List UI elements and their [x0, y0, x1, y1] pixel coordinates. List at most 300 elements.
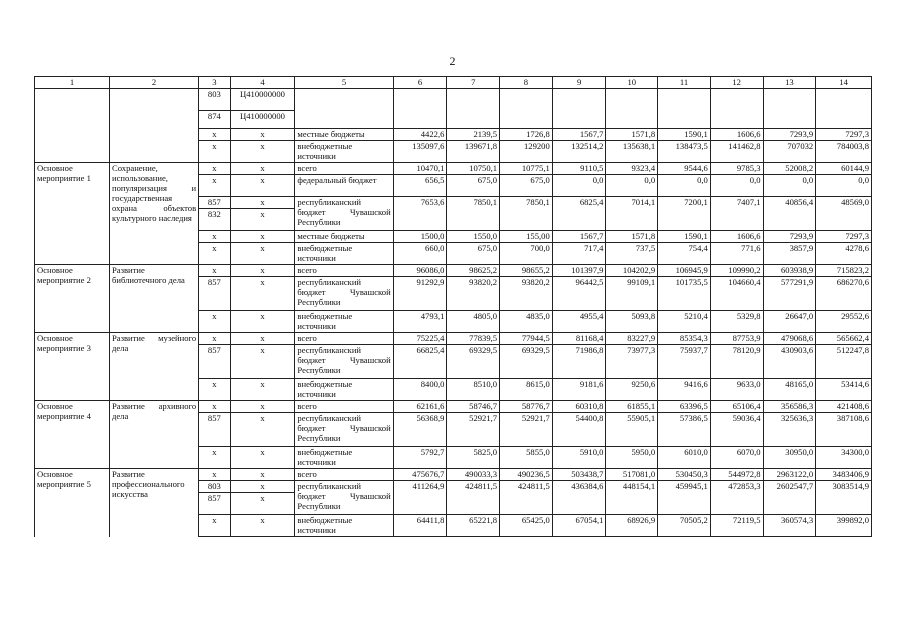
event-name: Основное мероприятие 2 — [35, 265, 110, 333]
funding-source: внебюджетные источники — [295, 141, 393, 163]
funding-source: внебюджетные источники — [295, 311, 393, 333]
amount-col-11: 63396,5 — [658, 401, 711, 413]
amount-col-12: 9633,0 — [710, 379, 763, 401]
amount-col-6: 64411,8 — [393, 515, 447, 537]
amount-col-12: 5329,8 — [710, 311, 763, 333]
amount-col-10: 99109,1 — [606, 277, 658, 311]
amount-col-13: 2602547,7 — [763, 481, 816, 515]
funding-source: всего — [295, 163, 393, 175]
amount-col-13: 40856,4 — [763, 197, 816, 231]
event-description: Развитие музейного дела — [109, 333, 198, 401]
amount-col-9: 717,4 — [552, 243, 606, 265]
grbs-code — [199, 311, 230, 333]
amount-col-8: 10775,1 — [500, 163, 553, 175]
amount-col-7: 1550,0 — [447, 231, 500, 243]
code-value: 857 — [207, 277, 221, 287]
code-value: х — [260, 469, 265, 479]
amount-col-14: 3483406,9 — [816, 469, 872, 481]
amount-col-14: 48569,0 — [816, 197, 872, 231]
budget-classification-code — [230, 277, 295, 311]
grbs-code — [199, 197, 230, 231]
amount-col-12: 104660,4 — [710, 277, 763, 311]
amount-col-9: 67054,1 — [552, 515, 606, 537]
amount-col-8: 490236,5 — [500, 469, 553, 481]
amount-col-9: 1567,7 — [552, 129, 606, 141]
amount-col-9: 0,0 — [552, 175, 606, 197]
table-row — [35, 469, 872, 481]
code-value: х — [212, 311, 217, 321]
budget-classification-code — [230, 401, 295, 413]
amount-col-10: 83227,9 — [606, 333, 658, 345]
column-number-10: 10 — [606, 77, 658, 89]
budget-classification-code — [230, 89, 295, 129]
table-row — [35, 89, 872, 129]
amount-col-11: 9544,6 — [658, 163, 711, 175]
amount-col-8: 155,00 — [500, 231, 553, 243]
budget-classification-code — [230, 163, 295, 175]
funding-source: местные бюджеты — [295, 129, 393, 141]
amount-col-12: 6070,0 — [710, 447, 763, 469]
amount-col-12: 9785,3 — [710, 163, 763, 175]
budget-classification-code — [230, 175, 295, 197]
code-value: х — [212, 163, 217, 173]
amount-col-11: 754,4 — [658, 243, 711, 265]
code-value: Ц410000000 — [240, 89, 285, 99]
amount-col-12: 7407,1 — [710, 197, 763, 231]
amount-col-13: 325636,3 — [763, 413, 816, 447]
code-value: х — [260, 311, 265, 321]
grbs-code — [199, 163, 230, 175]
funding-source: внебюджетные источники — [295, 447, 393, 469]
amount-col-8: 93820,2 — [500, 277, 553, 311]
amount-col-9: 60310,8 — [552, 401, 606, 413]
grbs-code — [199, 379, 230, 401]
code-value: х — [212, 447, 217, 457]
amount-col-7: 424811,5 — [447, 481, 500, 515]
amount-col-8: 4835,0 — [500, 311, 553, 333]
column-number-2: 2 — [109, 77, 198, 89]
grbs-code — [199, 333, 230, 345]
amount-col-11: 106945,9 — [658, 265, 711, 277]
amount-col-12: 65106,4 — [710, 401, 763, 413]
budget-classification-code — [230, 345, 295, 379]
amount-col-9: 503438,7 — [552, 469, 606, 481]
amount-col-6: 5792,7 — [393, 447, 447, 469]
amount-col-14: 60144,9 — [816, 163, 872, 175]
code-value: х — [260, 277, 265, 287]
code-value: х — [260, 175, 265, 185]
code-value: х — [260, 163, 265, 173]
code-value-secondary: 874 — [199, 110, 229, 121]
amount-col-8: 8615,0 — [500, 379, 553, 401]
amount-col-6: 660,0 — [393, 243, 447, 265]
funding-source: республиканский бюджет Чувашской Республики — [295, 345, 393, 379]
column-number-11: 11 — [658, 77, 711, 89]
amount-col-11: 75937,7 — [658, 345, 711, 379]
amount-col-8: 58776,7 — [500, 401, 553, 413]
amount-col-10: 61855,1 — [606, 401, 658, 413]
amount-col-13: 356586,3 — [763, 401, 816, 413]
column-number-1: 1 — [35, 77, 110, 89]
amount-col-13: 0,0 — [763, 175, 816, 197]
amount-col-6: 1500,0 — [393, 231, 447, 243]
funding-source — [295, 89, 393, 129]
amount-col-7 — [447, 89, 500, 129]
amount-col-13: 430903,6 — [763, 345, 816, 379]
funding-source: федеральный бюджет — [295, 175, 393, 197]
code-value: х — [212, 129, 217, 139]
column-number-8: 8 — [500, 77, 553, 89]
amount-col-13: 30950,0 — [763, 447, 816, 469]
budget-classification-code — [230, 129, 295, 141]
amount-col-10: 9323,4 — [606, 163, 658, 175]
column-number-6: 6 — [393, 77, 447, 89]
code-value: 857 — [207, 413, 221, 423]
amount-col-13: 707032 — [763, 141, 816, 163]
budget-classification-code — [230, 197, 295, 231]
code-value: х — [212, 469, 217, 479]
grbs-code — [199, 231, 230, 243]
funding-source: внебюджетные источники — [295, 515, 393, 537]
code-value: х — [260, 481, 265, 491]
amount-col-10: 448154,1 — [606, 481, 658, 515]
event-name: Основное мероприятие 3 — [35, 333, 110, 401]
code-value: х — [260, 333, 265, 343]
amount-col-9: 9181,6 — [552, 379, 606, 401]
code-value-secondary: Ц410000000 — [231, 110, 295, 121]
amount-col-11: 0,0 — [658, 175, 711, 197]
amount-col-13: 26647,0 — [763, 311, 816, 333]
amount-col-8: 7850,1 — [500, 197, 553, 231]
amount-col-9: 81168,4 — [552, 333, 606, 345]
grbs-code — [199, 141, 230, 163]
amount-col-12: 72119,5 — [710, 515, 763, 537]
column-number-14: 14 — [816, 77, 872, 89]
code-value: х — [260, 129, 265, 139]
amount-col-9: 96442,5 — [552, 277, 606, 311]
grbs-code — [199, 89, 230, 129]
funding-source: всего — [295, 265, 393, 277]
amount-col-9: 436384,6 — [552, 481, 606, 515]
amount-col-12: 1606,6 — [710, 129, 763, 141]
amount-col-9: 6825,4 — [552, 197, 606, 231]
funding-source: республиканский бюджет Чувашской Республики — [295, 481, 393, 515]
event-description: Развитие архивного дела — [109, 401, 198, 469]
event-description: Сохранение, использование, популяризация и государственная охрана объектов культурного наследия — [109, 163, 198, 265]
column-number-13: 13 — [763, 77, 816, 89]
grbs-code — [199, 469, 230, 481]
grbs-code — [199, 277, 230, 311]
budget-classification-code — [230, 447, 295, 469]
amount-col-13: 2963122,0 — [763, 469, 816, 481]
amount-col-7: 69329,5 — [447, 345, 500, 379]
amount-col-8: 5855,0 — [500, 447, 553, 469]
amount-col-12: 0,0 — [710, 175, 763, 197]
amount-col-11: 101735,5 — [658, 277, 711, 311]
amount-col-6: 56368,9 — [393, 413, 447, 447]
amount-col-14: 0,0 — [816, 175, 872, 197]
amount-col-8 — [500, 89, 553, 129]
amount-col-7: 52921,7 — [447, 413, 500, 447]
amount-col-7: 65221,8 — [447, 515, 500, 537]
amount-col-12 — [710, 89, 763, 129]
code-value: 803 — [207, 481, 221, 491]
amount-col-9: 1567,7 — [552, 231, 606, 243]
event-name: Основное мероприятие 4 — [35, 401, 110, 469]
amount-col-14: 686270,6 — [816, 277, 872, 311]
amount-col-10: 55905,1 — [606, 413, 658, 447]
amount-col-6: 135097,6 — [393, 141, 447, 163]
amount-col-8: 675,0 — [500, 175, 553, 197]
code-value: х — [212, 141, 217, 151]
amount-col-6: 96086,0 — [393, 265, 447, 277]
funding-source: всего — [295, 469, 393, 481]
event-description — [109, 89, 198, 163]
grbs-code — [199, 515, 230, 537]
table-row — [35, 265, 872, 277]
amount-col-14: 399892,0 — [816, 515, 872, 537]
amount-col-10: 1571,8 — [606, 129, 658, 141]
funding-source: республиканский бюджет Чувашской Республики — [295, 413, 393, 447]
amount-col-11 — [658, 89, 711, 129]
funding-source: республиканский бюджет Чувашской Республики — [295, 277, 393, 311]
amount-col-6: 8400,0 — [393, 379, 447, 401]
amount-col-14: 53414,6 — [816, 379, 872, 401]
amount-col-12: 1606,6 — [710, 231, 763, 243]
amount-col-10: 68926,9 — [606, 515, 658, 537]
amount-col-10: 135638,1 — [606, 141, 658, 163]
amount-col-14: 512247,8 — [816, 345, 872, 379]
amount-col-7: 490033,3 — [447, 469, 500, 481]
amount-col-13: 48165,0 — [763, 379, 816, 401]
budget-classification-code — [230, 413, 295, 447]
code-value: х — [260, 197, 265, 207]
amount-col-6: 4422,6 — [393, 129, 447, 141]
code-value: х — [212, 515, 217, 525]
amount-col-12: 472853,3 — [710, 481, 763, 515]
code-value: х — [212, 333, 217, 343]
amount-col-14: 34300,0 — [816, 447, 872, 469]
amount-col-6: 62161,6 — [393, 401, 447, 413]
code-value: х — [260, 401, 265, 411]
code-value: х — [212, 401, 217, 411]
code-value: 803 — [207, 89, 221, 99]
amount-col-7: 5825,0 — [447, 447, 500, 469]
event-name: Основное мероприятие 5 — [35, 469, 110, 537]
budget-classification-code — [230, 311, 295, 333]
grbs-code — [199, 265, 230, 277]
funding-source: внебюджетные источники — [295, 379, 393, 401]
event-description: Развитие библиотечного дела — [109, 265, 198, 333]
grbs-code — [199, 175, 230, 197]
amount-col-6: 66825,4 — [393, 345, 447, 379]
code-value: х — [212, 379, 217, 389]
amount-col-11: 138473,5 — [658, 141, 711, 163]
amount-col-11: 459945,1 — [658, 481, 711, 515]
amount-col-6: 75225,4 — [393, 333, 447, 345]
amount-col-7: 10750,1 — [447, 163, 500, 175]
amount-col-14: 29552,6 — [816, 311, 872, 333]
funding-source: внебюджетные источники — [295, 243, 393, 265]
amount-col-7: 7850,1 — [447, 197, 500, 231]
grbs-code — [199, 345, 230, 379]
amount-col-11: 5210,4 — [658, 311, 711, 333]
amount-col-10: 1571,8 — [606, 231, 658, 243]
amount-col-7: 2139,5 — [447, 129, 500, 141]
amount-col-12: 141462,8 — [710, 141, 763, 163]
amount-col-10: 7014,1 — [606, 197, 658, 231]
amount-col-10: 0,0 — [606, 175, 658, 197]
amount-col-6: 10470,1 — [393, 163, 447, 175]
code-value-secondary: 832 — [199, 208, 229, 219]
grbs-code — [199, 447, 230, 469]
budget-classification-code — [230, 379, 295, 401]
amount-col-11: 70505,2 — [658, 515, 711, 537]
amount-col-9: 4955,4 — [552, 311, 606, 333]
funding-source: всего — [295, 333, 393, 345]
amount-col-10: 737,5 — [606, 243, 658, 265]
amount-col-11: 7200,1 — [658, 197, 711, 231]
amount-col-8: 69329,5 — [500, 345, 553, 379]
amount-col-14: 784003,8 — [816, 141, 872, 163]
amount-col-12: 109990,2 — [710, 265, 763, 277]
grbs-code — [199, 413, 230, 447]
amount-col-11: 6010,0 — [658, 447, 711, 469]
amount-col-6: 4793,1 — [393, 311, 447, 333]
amount-col-14: 387108,6 — [816, 413, 872, 447]
page-number: 2 — [449, 54, 456, 68]
code-value: х — [260, 413, 265, 423]
code-value: х — [260, 243, 265, 253]
code-value: х — [260, 379, 265, 389]
code-value-secondary: х — [231, 208, 295, 219]
amount-col-10: 9250,6 — [606, 379, 658, 401]
budget-classification-code — [230, 515, 295, 537]
code-value: 857 — [207, 197, 221, 207]
column-number-5: 5 — [295, 77, 393, 89]
amount-col-9: 54400,8 — [552, 413, 606, 447]
amount-col-10: 5093,8 — [606, 311, 658, 333]
event-description: Развитие профессионального искусства — [109, 469, 198, 537]
budget-classification-code — [230, 481, 295, 515]
budget-classification-code — [230, 265, 295, 277]
amount-col-6: 91292,9 — [393, 277, 447, 311]
amount-col-6: 475676,7 — [393, 469, 447, 481]
code-value: х — [212, 231, 217, 241]
amount-col-7: 98625,2 — [447, 265, 500, 277]
amount-col-9 — [552, 89, 606, 129]
amount-col-13: 52008,2 — [763, 163, 816, 175]
amount-col-7: 675,0 — [447, 175, 500, 197]
amount-col-8: 129200 — [500, 141, 553, 163]
amount-col-6: 411264,9 — [393, 481, 447, 515]
amount-col-10: 73977,3 — [606, 345, 658, 379]
grbs-code — [199, 243, 230, 265]
amount-col-7: 58746,7 — [447, 401, 500, 413]
amount-col-7: 77839,5 — [447, 333, 500, 345]
amount-col-14: 7297,3 — [816, 129, 872, 141]
amount-col-10: 517081,0 — [606, 469, 658, 481]
amount-col-10 — [606, 89, 658, 129]
code-value: х — [260, 447, 265, 457]
amount-col-14: 421408,6 — [816, 401, 872, 413]
amount-col-14: 3083514,9 — [816, 481, 872, 515]
amount-col-11: 1590,1 — [658, 231, 711, 243]
event-name: Основное мероприятие 1 — [35, 163, 110, 265]
amount-col-8: 52921,7 — [500, 413, 553, 447]
amount-col-6 — [393, 89, 447, 129]
amount-col-13: 603938,9 — [763, 265, 816, 277]
amount-col-12: 59036,4 — [710, 413, 763, 447]
amount-col-7: 8510,0 — [447, 379, 500, 401]
budget-classification-code — [230, 243, 295, 265]
budget-classification-code — [230, 141, 295, 163]
amount-col-14 — [816, 89, 872, 129]
amount-col-13: 577291,9 — [763, 277, 816, 311]
amount-col-14: 715823,2 — [816, 265, 872, 277]
amount-col-14: 565662,4 — [816, 333, 872, 345]
code-value: 857 — [207, 345, 221, 355]
amount-col-12: 78120,9 — [710, 345, 763, 379]
code-value: х — [260, 141, 265, 151]
column-number-3: 3 — [199, 77, 230, 89]
funding-source: всего — [295, 401, 393, 413]
amount-col-8: 1726,8 — [500, 129, 553, 141]
code-value: х — [212, 175, 217, 185]
code-value: х — [260, 345, 265, 355]
table-row — [35, 163, 872, 175]
amount-col-11: 85354,3 — [658, 333, 711, 345]
budget-table — [34, 76, 872, 537]
amount-col-11: 1590,1 — [658, 129, 711, 141]
amount-col-6: 656,5 — [393, 175, 447, 197]
grbs-code — [199, 129, 230, 141]
code-value-secondary: х — [231, 492, 295, 503]
funding-source: местные бюджеты — [295, 231, 393, 243]
amount-col-8: 700,0 — [500, 243, 553, 265]
amount-col-9: 101397,9 — [552, 265, 606, 277]
amount-col-12: 771,6 — [710, 243, 763, 265]
amount-col-11: 9416,6 — [658, 379, 711, 401]
amount-col-8: 424811,5 — [500, 481, 553, 515]
amount-col-13: 479068,6 — [763, 333, 816, 345]
code-value: х — [260, 265, 265, 275]
budget-classification-code — [230, 333, 295, 345]
amount-col-13: 7293,9 — [763, 231, 816, 243]
amount-col-9: 9110,5 — [552, 163, 606, 175]
amount-col-13: 7293,9 — [763, 129, 816, 141]
grbs-code — [199, 481, 230, 515]
code-value-secondary: 857 — [199, 492, 229, 503]
amount-col-11: 57386,5 — [658, 413, 711, 447]
amount-col-9: 132514,2 — [552, 141, 606, 163]
code-value: х — [260, 231, 265, 241]
column-number-7: 7 — [447, 77, 500, 89]
amount-col-12: 87753,9 — [710, 333, 763, 345]
code-value: х — [212, 243, 217, 253]
code-value: х — [260, 515, 265, 525]
amount-col-14: 4278,6 — [816, 243, 872, 265]
column-number-4: 4 — [230, 77, 295, 89]
grbs-code — [199, 401, 230, 413]
amount-col-13: 360574,3 — [763, 515, 816, 537]
amount-col-9: 71986,8 — [552, 345, 606, 379]
amount-col-13: 3857,9 — [763, 243, 816, 265]
code-value: х — [212, 265, 217, 275]
amount-col-7: 139671,8 — [447, 141, 500, 163]
budget-classification-code — [230, 231, 295, 243]
amount-col-7: 93820,2 — [447, 277, 500, 311]
